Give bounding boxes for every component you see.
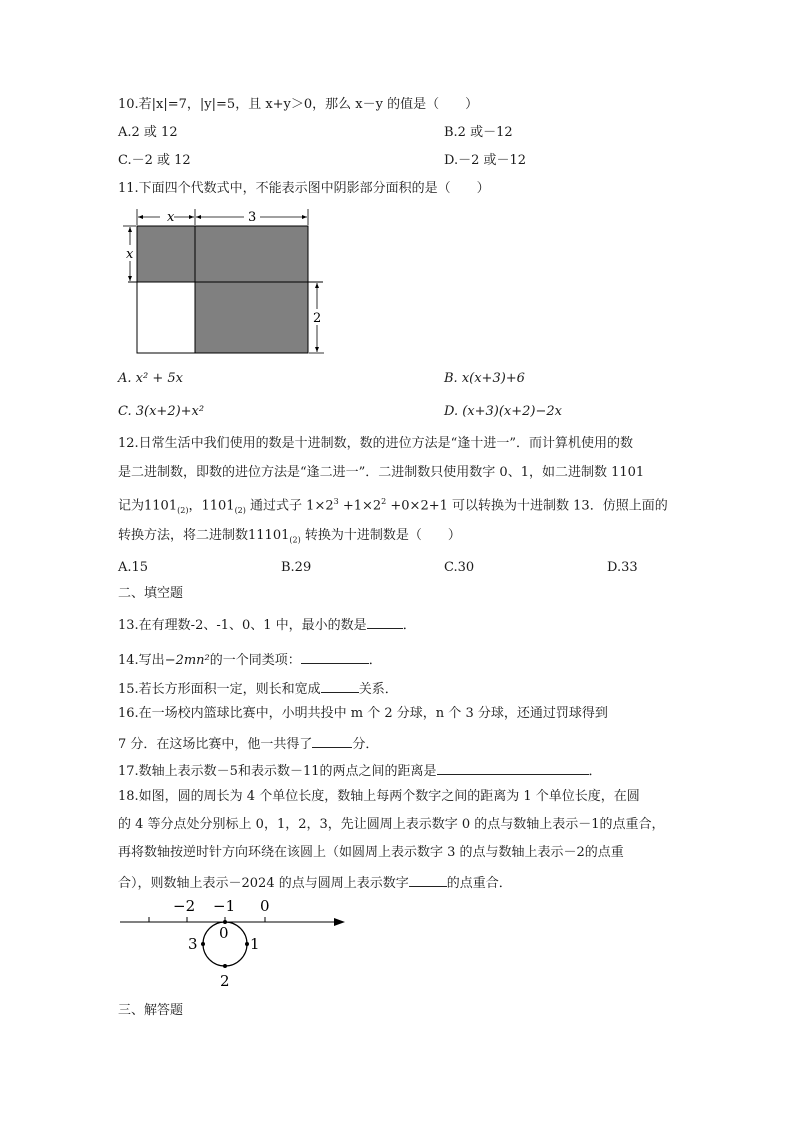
section-fill-blank-heading: 二、填空题 [118, 586, 184, 601]
q18-line-3: 再将数轴按逆时针方向环绕在该圆上（如圆周上表示数字 3 的点与数轴上表示－2的点重 [118, 845, 624, 860]
q12-line-2: 是二进制数，即数的进位方法是“逢二进一”．二进制数只使用数字 0、1，如二进制数 1101 [118, 465, 645, 480]
q11-option-b: B. x(x+3)+6 [444, 371, 525, 386]
q11-stem: 11.下面四个代数式中，不能表示图中阴影部分面积的是（ ） [118, 181, 490, 196]
q11-area-figure [118, 205, 328, 360]
q18-line-4: 合），则数轴上表示－2024 的点与圆周上表示数字 的点重合． [118, 872, 512, 893]
q18-line-1: 18.如图，圆的周长为 4 个单位长度，数轴上每两个数字之间的距离为 1 个单位长度，在圆 [118, 789, 640, 804]
q16-line-2: 7 分．在这场比赛中，他一共得了 分． [118, 733, 378, 754]
q12-option-c: C.30 [444, 560, 475, 575]
circle-label-1: 1 [250, 935, 260, 953]
q15-blank[interactable] [321, 678, 359, 693]
dim-label-3: 3 [248, 210, 257, 225]
q18-line-2: 的 4 等分点处分别标上 0，1，2，3，先让圆周上表示数字 0 的点与数轴上表示－1的点重合， [118, 817, 665, 832]
q12-option-d: D.33 [607, 560, 638, 575]
q12-line-4: 转换方法，将二进制数$11101_{(2)}$ 转换为十进制数是（ ） [118, 528, 461, 545]
q10-option-c: C.－2 或 12 [118, 153, 191, 168]
circle-label-3: 3 [188, 935, 198, 953]
q16-line-1: 16.在一场校内篮球比赛中，小明共投中 m 个 2 分球，n 个 3 分球，还通过罚球得到 [118, 706, 608, 721]
circle-label-0: 0 [219, 924, 229, 942]
q10-option-a: A.2 或 12 [118, 125, 178, 140]
axis-arrow [334, 918, 345, 926]
q13-blank[interactable] [367, 614, 403, 629]
white-square [137, 282, 195, 353]
dim-label-x-left: x [126, 247, 134, 262]
q17: 17.数轴上表示数－5和表示数－11的两点之间的距离是 ． [118, 760, 602, 781]
dim-label-x-top: x [167, 210, 175, 225]
q12-line-1: 12.日常生活中我们使用的数是十进制数，数的进位方法是“逢十进一”．而计算机使用的数 [118, 436, 633, 451]
q10-option-d: D.－2 或－12 [444, 153, 527, 168]
q14: 14.写出−2mn²的一个同类项： ． [118, 649, 382, 670]
shaded-bottom-right [195, 282, 308, 353]
q18-number-line-figure [115, 895, 350, 995]
q11-option-d: D. (x+3)(x+2)−2x [444, 404, 562, 419]
q15: 15.若长方形面积一定，则长和宽成 关系． [118, 678, 398, 699]
q11-option-a: A. x² + 5x [118, 371, 183, 386]
q10-option-b: B.2 或－12 [444, 125, 513, 140]
q10-stem: 10.若|x|=7，|y|=5，且 x+y＞0，那么 x－y 的值是（ ） [118, 97, 479, 112]
axis-label-0: 0 [260, 897, 270, 915]
q16-blank[interactable] [312, 733, 352, 748]
dim-label-2: 2 [313, 311, 322, 326]
q11-option-c: C. 3(x+2)+x² [118, 404, 205, 419]
q13: 13.在有理数-2、-1、0、1 中，最小的数是 ． [118, 614, 416, 635]
q17-blank[interactable] [437, 760, 589, 775]
q12-option-a: A.15 [118, 560, 149, 575]
axis-label-neg1: −1 [213, 897, 236, 915]
q12-option-b: B.29 [281, 560, 312, 575]
shaded-top-right [195, 226, 308, 282]
circle-label-2: 2 [220, 972, 230, 990]
axis-label-neg2: −2 [173, 897, 196, 915]
section-solve-heading: 三、解答题 [118, 1003, 184, 1018]
q18-blank[interactable] [409, 872, 447, 887]
q14-blank[interactable] [301, 649, 369, 664]
q12-line-3: 记为$1101_{(2)}$，$1101_{(2)}$ 通过式子 $1\times 2^3 +1\times 2^2 +0\times 2+1$ 可以转换为十进制数 13．仿照上面的 [118, 497, 668, 515]
shaded-top-left [137, 226, 195, 282]
